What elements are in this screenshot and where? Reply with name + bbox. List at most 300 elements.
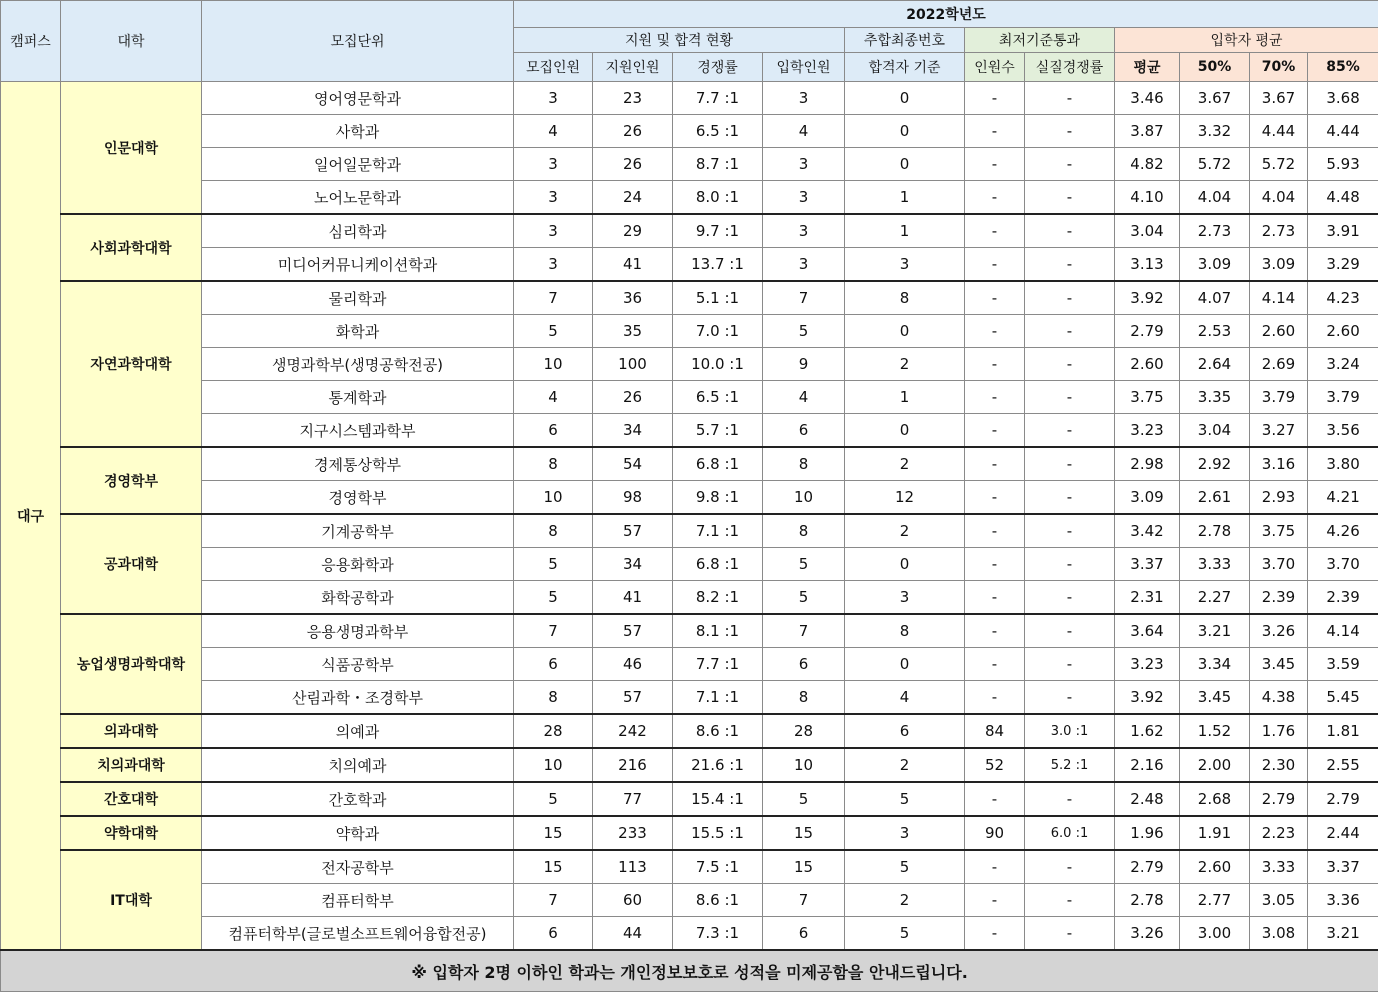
min-ratio-cell: - [1025, 548, 1115, 581]
pct-85-cell: 3.36 [1308, 884, 1378, 917]
applicants-cell: 57 [593, 514, 673, 548]
college-cell: 사회과학대학 [61, 214, 202, 281]
pct-70-cell: 4.44 [1250, 115, 1308, 148]
avg-cell: 4.82 [1115, 148, 1180, 181]
pct-50-cell: 2.53 [1180, 315, 1250, 348]
applicants-cell: 41 [593, 581, 673, 615]
ratio-cell: 8.2 :1 [673, 581, 763, 615]
table-row [1, 381, 1378, 414]
pct-85-cell: 3.80 [1308, 447, 1378, 481]
ratio-cell: 7.5 :1 [673, 850, 763, 884]
min-ratio-cell: 5.2 :1 [1025, 748, 1115, 782]
avg-cell: 1.62 [1115, 714, 1180, 748]
min-count-cell: - [965, 148, 1025, 181]
header-col-quota: 모집인원 [514, 53, 593, 82]
table-row [1, 115, 1378, 148]
pct-70-cell: 3.45 [1250, 648, 1308, 681]
avg-cell: 3.13 [1115, 248, 1180, 282]
min-ratio-cell: - [1025, 214, 1115, 248]
pct-85-cell: 3.21 [1308, 917, 1378, 951]
pct-70-cell: 3.79 [1250, 381, 1308, 414]
waitlist-cell: 3 [845, 581, 965, 615]
waitlist-cell: 0 [845, 82, 965, 115]
min-count-cell: - [965, 348, 1025, 381]
min-ratio-cell: - [1025, 281, 1115, 315]
waitlist-cell: 1 [845, 214, 965, 248]
min-count-cell: - [965, 681, 1025, 715]
pct-85-cell: 3.91 [1308, 214, 1378, 248]
pct-70-cell: 3.67 [1250, 82, 1308, 115]
min-ratio-cell: - [1025, 581, 1115, 615]
min-count-cell: - [965, 281, 1025, 315]
ratio-cell: 13.7 :1 [673, 248, 763, 282]
min-count-cell: - [965, 248, 1025, 282]
ratio-cell: 10.0 :1 [673, 348, 763, 381]
avg-cell: 3.09 [1115, 481, 1180, 515]
min-count-cell: 84 [965, 714, 1025, 748]
waitlist-cell: 0 [845, 315, 965, 348]
applicants-cell: 57 [593, 614, 673, 648]
table-row [1, 514, 1378, 548]
enrolled-cell: 5 [763, 782, 845, 816]
unit-name-cell: 전자공학부 [202, 850, 514, 884]
enrolled-cell: 3 [763, 181, 845, 215]
pct-85-cell: 2.44 [1308, 816, 1378, 850]
pct-85-cell: 4.23 [1308, 281, 1378, 315]
table-row [1, 447, 1378, 481]
ratio-cell: 7.1 :1 [673, 681, 763, 715]
header-campus: 캠퍼스 [1, 1, 61, 82]
enrolled-cell: 8 [763, 447, 845, 481]
quota-cell: 5 [514, 581, 593, 615]
unit-name-cell: 산림과학・조경학부 [202, 681, 514, 715]
applicants-cell: 216 [593, 748, 673, 782]
avg-cell: 2.79 [1115, 315, 1180, 348]
table-row [1, 917, 1378, 951]
table-row [1, 414, 1378, 448]
header-col-waitlist: 합격자 기준 [845, 53, 965, 82]
min-count-cell: - [965, 782, 1025, 816]
header-col-min-count: 인원수 [965, 53, 1025, 82]
unit-name-cell: 노어노문학과 [202, 181, 514, 215]
min-ratio-cell: - [1025, 148, 1115, 181]
header-col-avg: 평균 [1115, 53, 1180, 82]
pct-50-cell: 2.73 [1180, 214, 1250, 248]
quota-cell: 4 [514, 381, 593, 414]
ratio-cell: 9.7 :1 [673, 214, 763, 248]
avg-cell: 3.87 [1115, 115, 1180, 148]
min-ratio-cell: - [1025, 884, 1115, 917]
min-count-cell: - [965, 917, 1025, 951]
applicants-cell: 26 [593, 115, 673, 148]
min-count-cell: - [965, 481, 1025, 515]
header-col-min-ratio: 실질경쟁률 [1025, 53, 1115, 82]
avg-cell: 3.92 [1115, 681, 1180, 715]
ratio-cell: 7.7 :1 [673, 82, 763, 115]
header-group-average: 입학자 평균 [1115, 28, 1378, 53]
applicants-cell: 233 [593, 816, 673, 850]
avg-cell: 3.75 [1115, 381, 1180, 414]
enrolled-cell: 7 [763, 614, 845, 648]
applicants-cell: 34 [593, 548, 673, 581]
quota-cell: 8 [514, 514, 593, 548]
pct-50-cell: 5.72 [1180, 148, 1250, 181]
table-row [1, 248, 1378, 282]
pct-50-cell: 2.92 [1180, 447, 1250, 481]
quota-cell: 28 [514, 714, 593, 748]
avg-cell: 3.23 [1115, 414, 1180, 448]
min-ratio-cell: - [1025, 181, 1115, 215]
table-row [1, 214, 1378, 248]
pct-70-cell: 3.05 [1250, 884, 1308, 917]
avg-cell: 3.64 [1115, 614, 1180, 648]
waitlist-cell: 0 [845, 148, 965, 181]
applicants-cell: 26 [593, 148, 673, 181]
quota-cell: 15 [514, 816, 593, 850]
enrolled-cell: 15 [763, 816, 845, 850]
pct-85-cell: 4.26 [1308, 514, 1378, 548]
enrolled-cell: 9 [763, 348, 845, 381]
college-cell: 공과대학 [61, 514, 202, 614]
ratio-cell: 6.5 :1 [673, 381, 763, 414]
enrolled-cell: 3 [763, 148, 845, 181]
applicants-cell: 36 [593, 281, 673, 315]
ratio-cell: 8.0 :1 [673, 181, 763, 215]
pct-50-cell: 4.04 [1180, 181, 1250, 215]
pct-85-cell: 3.37 [1308, 850, 1378, 884]
ratio-cell: 15.4 :1 [673, 782, 763, 816]
quota-cell: 3 [514, 181, 593, 215]
pct-50-cell: 2.64 [1180, 348, 1250, 381]
pct-50-cell: 3.21 [1180, 614, 1250, 648]
pct-70-cell: 3.33 [1250, 850, 1308, 884]
waitlist-cell: 8 [845, 614, 965, 648]
avg-cell: 3.04 [1115, 214, 1180, 248]
footer-note: ※ 입학자 2명 이하인 학과는 개인정보보호로 성적을 미제공함을 안내드립니다. [1, 950, 1378, 992]
college-cell: 경영학부 [61, 447, 202, 514]
waitlist-cell: 2 [845, 884, 965, 917]
pct-85-cell: 2.39 [1308, 581, 1378, 615]
header-group-minimum: 최저기준통과 [965, 28, 1115, 53]
quota-cell: 5 [514, 548, 593, 581]
waitlist-cell: 1 [845, 181, 965, 215]
avg-cell: 2.48 [1115, 782, 1180, 816]
min-ratio-cell: 3.0 :1 [1025, 714, 1115, 748]
avg-cell: 4.10 [1115, 181, 1180, 215]
table-row [1, 681, 1378, 715]
enrolled-cell: 28 [763, 714, 845, 748]
college-cell: 약학대학 [61, 816, 202, 850]
applicants-cell: 34 [593, 414, 673, 448]
min-ratio-cell: - [1025, 514, 1115, 548]
pct-85-cell: 4.44 [1308, 115, 1378, 148]
quota-cell: 10 [514, 348, 593, 381]
waitlist-cell: 8 [845, 281, 965, 315]
college-cell: IT대학 [61, 850, 202, 950]
applicants-cell: 29 [593, 214, 673, 248]
pct-70-cell: 2.79 [1250, 782, 1308, 816]
pct-85-cell: 2.60 [1308, 315, 1378, 348]
unit-name-cell: 영어영문학과 [202, 82, 514, 115]
enrolled-cell: 8 [763, 681, 845, 715]
ratio-cell: 6.5 :1 [673, 115, 763, 148]
min-ratio-cell: - [1025, 115, 1115, 148]
quota-cell: 8 [514, 447, 593, 481]
pct-50-cell: 3.09 [1180, 248, 1250, 282]
unit-name-cell: 컴퓨터학부 [202, 884, 514, 917]
avg-cell: 2.60 [1115, 348, 1180, 381]
pct-50-cell: 3.67 [1180, 82, 1250, 115]
pct-50-cell: 3.00 [1180, 917, 1250, 951]
table-header [1, 1, 1378, 82]
min-count-cell: - [965, 648, 1025, 681]
unit-name-cell: 화학공학과 [202, 581, 514, 615]
enrolled-cell: 6 [763, 648, 845, 681]
table-body [1, 82, 1378, 951]
min-count-cell: - [965, 214, 1025, 248]
ratio-cell: 7.7 :1 [673, 648, 763, 681]
unit-name-cell: 지구시스템과학부 [202, 414, 514, 448]
header-col-enrolled: 입학인원 [763, 53, 845, 82]
unit-name-cell: 미디어커뮤니케이션학과 [202, 248, 514, 282]
pct-85-cell: 5.45 [1308, 681, 1378, 715]
min-count-cell: - [965, 884, 1025, 917]
table-row [1, 816, 1378, 850]
waitlist-cell: 3 [845, 248, 965, 282]
avg-cell: 3.23 [1115, 648, 1180, 681]
pct-70-cell: 2.30 [1250, 748, 1308, 782]
quota-cell: 3 [514, 148, 593, 181]
enrolled-cell: 10 [763, 748, 845, 782]
applicants-cell: 98 [593, 481, 673, 515]
header-col-50: 50% [1180, 53, 1250, 82]
pct-85-cell: 2.55 [1308, 748, 1378, 782]
table-row [1, 281, 1378, 315]
pct-85-cell: 3.68 [1308, 82, 1378, 115]
pct-85-cell: 4.21 [1308, 481, 1378, 515]
header-college: 대학 [61, 1, 202, 82]
pct-70-cell: 3.70 [1250, 548, 1308, 581]
waitlist-cell: 5 [845, 917, 965, 951]
table-row [1, 148, 1378, 181]
pct-70-cell: 4.38 [1250, 681, 1308, 715]
min-count-cell: - [965, 614, 1025, 648]
unit-name-cell: 통계학과 [202, 381, 514, 414]
applicants-cell: 35 [593, 315, 673, 348]
table-row [1, 714, 1378, 748]
pct-85-cell: 1.81 [1308, 714, 1378, 748]
applicants-cell: 113 [593, 850, 673, 884]
waitlist-cell: 3 [845, 816, 965, 850]
min-count-cell: - [965, 181, 1025, 215]
quota-cell: 3 [514, 248, 593, 282]
header-col-85: 85% [1308, 53, 1378, 82]
table-row [1, 315, 1378, 348]
header-group-waitlist: 추합최종번호 [845, 28, 965, 53]
ratio-cell: 8.6 :1 [673, 714, 763, 748]
pct-70-cell: 4.14 [1250, 281, 1308, 315]
college-cell: 의과대학 [61, 714, 202, 748]
enrolled-cell: 3 [763, 82, 845, 115]
enrolled-cell: 10 [763, 481, 845, 515]
header-group-apply: 지원 및 합격 현황 [514, 28, 845, 53]
unit-name-cell: 경제통상학부 [202, 447, 514, 481]
pct-85-cell: 3.70 [1308, 548, 1378, 581]
unit-name-cell: 일어일문학과 [202, 148, 514, 181]
waitlist-cell: 2 [845, 514, 965, 548]
min-count-cell: - [965, 115, 1025, 148]
pct-70-cell: 2.60 [1250, 315, 1308, 348]
enrolled-cell: 7 [763, 281, 845, 315]
pct-50-cell: 3.32 [1180, 115, 1250, 148]
avg-cell: 2.79 [1115, 850, 1180, 884]
pct-70-cell: 3.75 [1250, 514, 1308, 548]
waitlist-cell: 12 [845, 481, 965, 515]
pct-70-cell: 2.69 [1250, 348, 1308, 381]
enrolled-cell: 4 [763, 115, 845, 148]
pct-85-cell: 4.48 [1308, 181, 1378, 215]
table-row [1, 481, 1378, 515]
unit-name-cell: 응용생명과학부 [202, 614, 514, 648]
college-cell: 농업생명과학대학 [61, 614, 202, 714]
min-ratio-cell: - [1025, 782, 1115, 816]
unit-name-cell: 물리학과 [202, 281, 514, 315]
min-ratio-cell: - [1025, 348, 1115, 381]
enrolled-cell: 7 [763, 884, 845, 917]
pct-50-cell: 1.52 [1180, 714, 1250, 748]
ratio-cell: 15.5 :1 [673, 816, 763, 850]
min-count-cell: 52 [965, 748, 1025, 782]
unit-name-cell: 의예과 [202, 714, 514, 748]
table-row [1, 850, 1378, 884]
quota-cell: 8 [514, 681, 593, 715]
enrolled-cell: 5 [763, 315, 845, 348]
quota-cell: 6 [514, 917, 593, 951]
ratio-cell: 8.7 :1 [673, 148, 763, 181]
quota-cell: 10 [514, 748, 593, 782]
min-ratio-cell: 6.0 :1 [1025, 816, 1115, 850]
pct-50-cell: 2.00 [1180, 748, 1250, 782]
quota-cell: 7 [514, 614, 593, 648]
applicants-cell: 44 [593, 917, 673, 951]
table-row [1, 648, 1378, 681]
unit-name-cell: 컴퓨터학부(글로벌소프트웨어융합전공) [202, 917, 514, 951]
ratio-cell: 7.0 :1 [673, 315, 763, 348]
min-ratio-cell: - [1025, 648, 1115, 681]
waitlist-cell: 5 [845, 850, 965, 884]
pct-70-cell: 3.27 [1250, 414, 1308, 448]
applicants-cell: 26 [593, 381, 673, 414]
waitlist-cell: 5 [845, 782, 965, 816]
header-col-ratio: 경쟁률 [673, 53, 763, 82]
pct-70-cell: 2.23 [1250, 816, 1308, 850]
quota-cell: 3 [514, 82, 593, 115]
quota-cell: 5 [514, 315, 593, 348]
ratio-cell: 9.8 :1 [673, 481, 763, 515]
college-cell: 인문대학 [61, 82, 202, 215]
table-row [1, 782, 1378, 816]
quota-cell: 7 [514, 884, 593, 917]
min-count-cell: - [965, 850, 1025, 884]
applicants-cell: 57 [593, 681, 673, 715]
pct-50-cell: 3.35 [1180, 381, 1250, 414]
unit-name-cell: 심리학과 [202, 214, 514, 248]
ratio-cell: 8.6 :1 [673, 884, 763, 917]
min-ratio-cell: - [1025, 681, 1115, 715]
min-count-cell: - [965, 548, 1025, 581]
pct-85-cell: 3.24 [1308, 348, 1378, 381]
pct-85-cell: 3.59 [1308, 648, 1378, 681]
min-ratio-cell: - [1025, 447, 1115, 481]
pct-85-cell: 4.14 [1308, 614, 1378, 648]
min-ratio-cell: - [1025, 481, 1115, 515]
avg-cell: 2.31 [1115, 581, 1180, 615]
avg-cell: 2.98 [1115, 447, 1180, 481]
pct-50-cell: 3.04 [1180, 414, 1250, 448]
min-ratio-cell: - [1025, 917, 1115, 951]
ratio-cell: 7.3 :1 [673, 917, 763, 951]
avg-cell: 2.16 [1115, 748, 1180, 782]
pct-50-cell: 2.78 [1180, 514, 1250, 548]
ratio-cell: 21.6 :1 [673, 748, 763, 782]
enrolled-cell: 4 [763, 381, 845, 414]
waitlist-cell: 2 [845, 348, 965, 381]
min-ratio-cell: - [1025, 414, 1115, 448]
min-ratio-cell: - [1025, 248, 1115, 282]
unit-name-cell: 생명과학부(생명공학전공) [202, 348, 514, 381]
ratio-cell: 7.1 :1 [673, 514, 763, 548]
quota-cell: 5 [514, 782, 593, 816]
pct-50-cell: 1.91 [1180, 816, 1250, 850]
table-row [1, 181, 1378, 215]
waitlist-cell: 2 [845, 447, 965, 481]
pct-70-cell: 2.39 [1250, 581, 1308, 615]
quota-cell: 6 [514, 648, 593, 681]
enrolled-cell: 3 [763, 248, 845, 282]
min-ratio-cell: - [1025, 315, 1115, 348]
table-row [1, 348, 1378, 381]
applicants-cell: 24 [593, 181, 673, 215]
waitlist-cell: 0 [845, 548, 965, 581]
pct-50-cell: 2.61 [1180, 481, 1250, 515]
enrolled-cell: 6 [763, 414, 845, 448]
unit-name-cell: 간호학과 [202, 782, 514, 816]
quota-cell: 3 [514, 214, 593, 248]
table-row [1, 748, 1378, 782]
unit-name-cell: 약학과 [202, 816, 514, 850]
avg-cell: 2.78 [1115, 884, 1180, 917]
min-ratio-cell: - [1025, 850, 1115, 884]
min-count-cell: - [965, 82, 1025, 115]
applicants-cell: 23 [593, 82, 673, 115]
pct-85-cell: 5.93 [1308, 148, 1378, 181]
unit-name-cell: 경영학부 [202, 481, 514, 515]
unit-name-cell: 사학과 [202, 115, 514, 148]
enrolled-cell: 3 [763, 214, 845, 248]
min-count-cell: - [965, 514, 1025, 548]
ratio-cell: 6.8 :1 [673, 548, 763, 581]
pct-70-cell: 5.72 [1250, 148, 1308, 181]
unit-name-cell: 식품공학부 [202, 648, 514, 681]
waitlist-cell: 6 [845, 714, 965, 748]
quota-cell: 15 [514, 850, 593, 884]
pct-85-cell: 2.79 [1308, 782, 1378, 816]
pct-70-cell: 3.16 [1250, 447, 1308, 481]
campus-cell: 대구 [1, 82, 61, 951]
pct-70-cell: 1.76 [1250, 714, 1308, 748]
applicants-cell: 46 [593, 648, 673, 681]
applicants-cell: 60 [593, 884, 673, 917]
